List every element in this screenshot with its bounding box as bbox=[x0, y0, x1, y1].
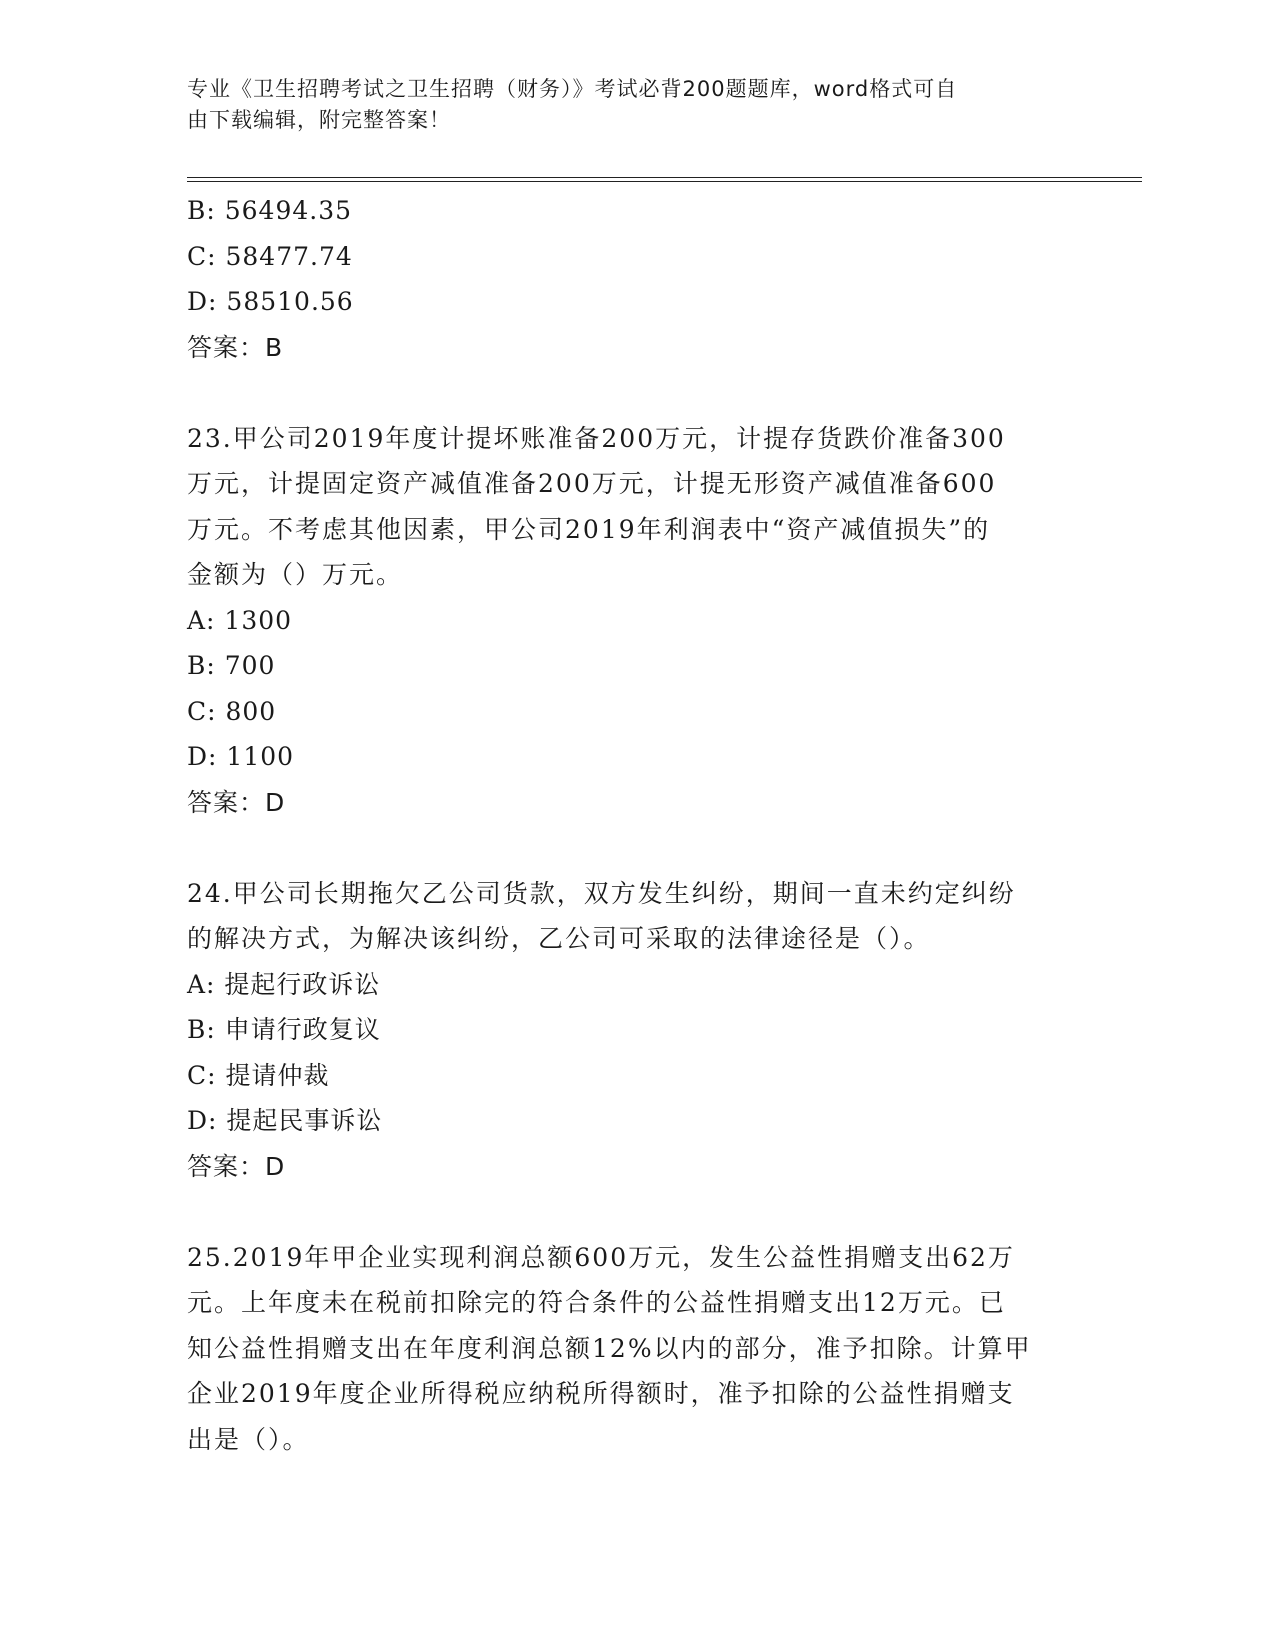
option-a: A: 提起行政诉讼 bbox=[187, 969, 381, 999]
question-line: 知公益性捐赠支出在年度利润总额12%以内的部分，准予扣除。计算甲 bbox=[187, 1333, 1032, 1363]
option-b: B: 56494.35 bbox=[187, 196, 353, 225]
question-23-text bbox=[187, 416, 1067, 598]
spacer bbox=[187, 370, 1067, 416]
option-d: D: 58510.56 bbox=[187, 287, 354, 316]
header-divider-bottom bbox=[187, 181, 1142, 182]
option-c: C: 800 bbox=[187, 696, 277, 726]
answer-line: 答案：D bbox=[187, 787, 286, 817]
header-line-2: 由下载编辑，附完整答案！ bbox=[187, 108, 451, 132]
spacer bbox=[187, 1189, 1067, 1235]
question-25-block bbox=[187, 1235, 1067, 1463]
question-line: 万元，计提固定资产减值准备200万元，计提无形资产减值准备600 bbox=[187, 469, 997, 498]
header-line-1: 专业《卫生招聘考试之卫生招聘（财务）》考试必背200题题库，word格式可自 bbox=[187, 77, 958, 101]
question-line: 25.2019年甲企业实现利润总额600万元，发生公益性捐赠支出62万 bbox=[187, 1242, 1015, 1272]
question-line: 24.甲公司长期拖欠乙公司货款，双方发生纠纷，期间一直未约定纠纷 bbox=[187, 878, 1016, 908]
document-header bbox=[187, 74, 1067, 136]
answer-line: 答案：D bbox=[187, 1151, 286, 1181]
question-24-block bbox=[187, 871, 1067, 1190]
option-b: B: 申请行政复议 bbox=[187, 1015, 381, 1044]
question-24-text bbox=[187, 871, 1067, 962]
answer-line: 答案：B bbox=[187, 332, 284, 362]
question-23-block bbox=[187, 416, 1067, 826]
question-line: 出是（）。 bbox=[187, 1424, 310, 1454]
question-line: 企业2019年度企业所得税应纳税所得额时，准予扣除的公益性捐赠支 bbox=[187, 1379, 1015, 1408]
option-d: D: 1100 bbox=[187, 742, 295, 771]
question-line: 万元。不考虑其他因素，甲公司2019年利润表中“资产减值损失”的 bbox=[187, 514, 991, 544]
document-body bbox=[187, 188, 1067, 1462]
question-line: 23.甲公司2019年度计提坏账准备200万元，计提存货跌价准备300 bbox=[187, 423, 1006, 453]
option-b: B: 700 bbox=[187, 651, 276, 680]
option-c: C: 58477.74 bbox=[187, 241, 353, 271]
header-divider-top bbox=[187, 177, 1142, 178]
option-c: C: 提请仲裁 bbox=[187, 1060, 330, 1090]
question-line: 元。上年度未在税前扣除完的符合条件的公益性捐赠支出12万元。已 bbox=[187, 1288, 1006, 1317]
option-d: D: 提起民事诉讼 bbox=[187, 1106, 383, 1135]
question-25-text bbox=[187, 1235, 1067, 1463]
question-line: 金额为（）万元。 bbox=[187, 560, 404, 589]
prev-question-block bbox=[187, 188, 1067, 370]
option-a: A: 1300 bbox=[187, 605, 293, 635]
spacer bbox=[187, 825, 1067, 871]
question-line: 的解决方式，为解决该纠纷，乙公司可采取的法律途径是（）。 bbox=[187, 924, 931, 953]
